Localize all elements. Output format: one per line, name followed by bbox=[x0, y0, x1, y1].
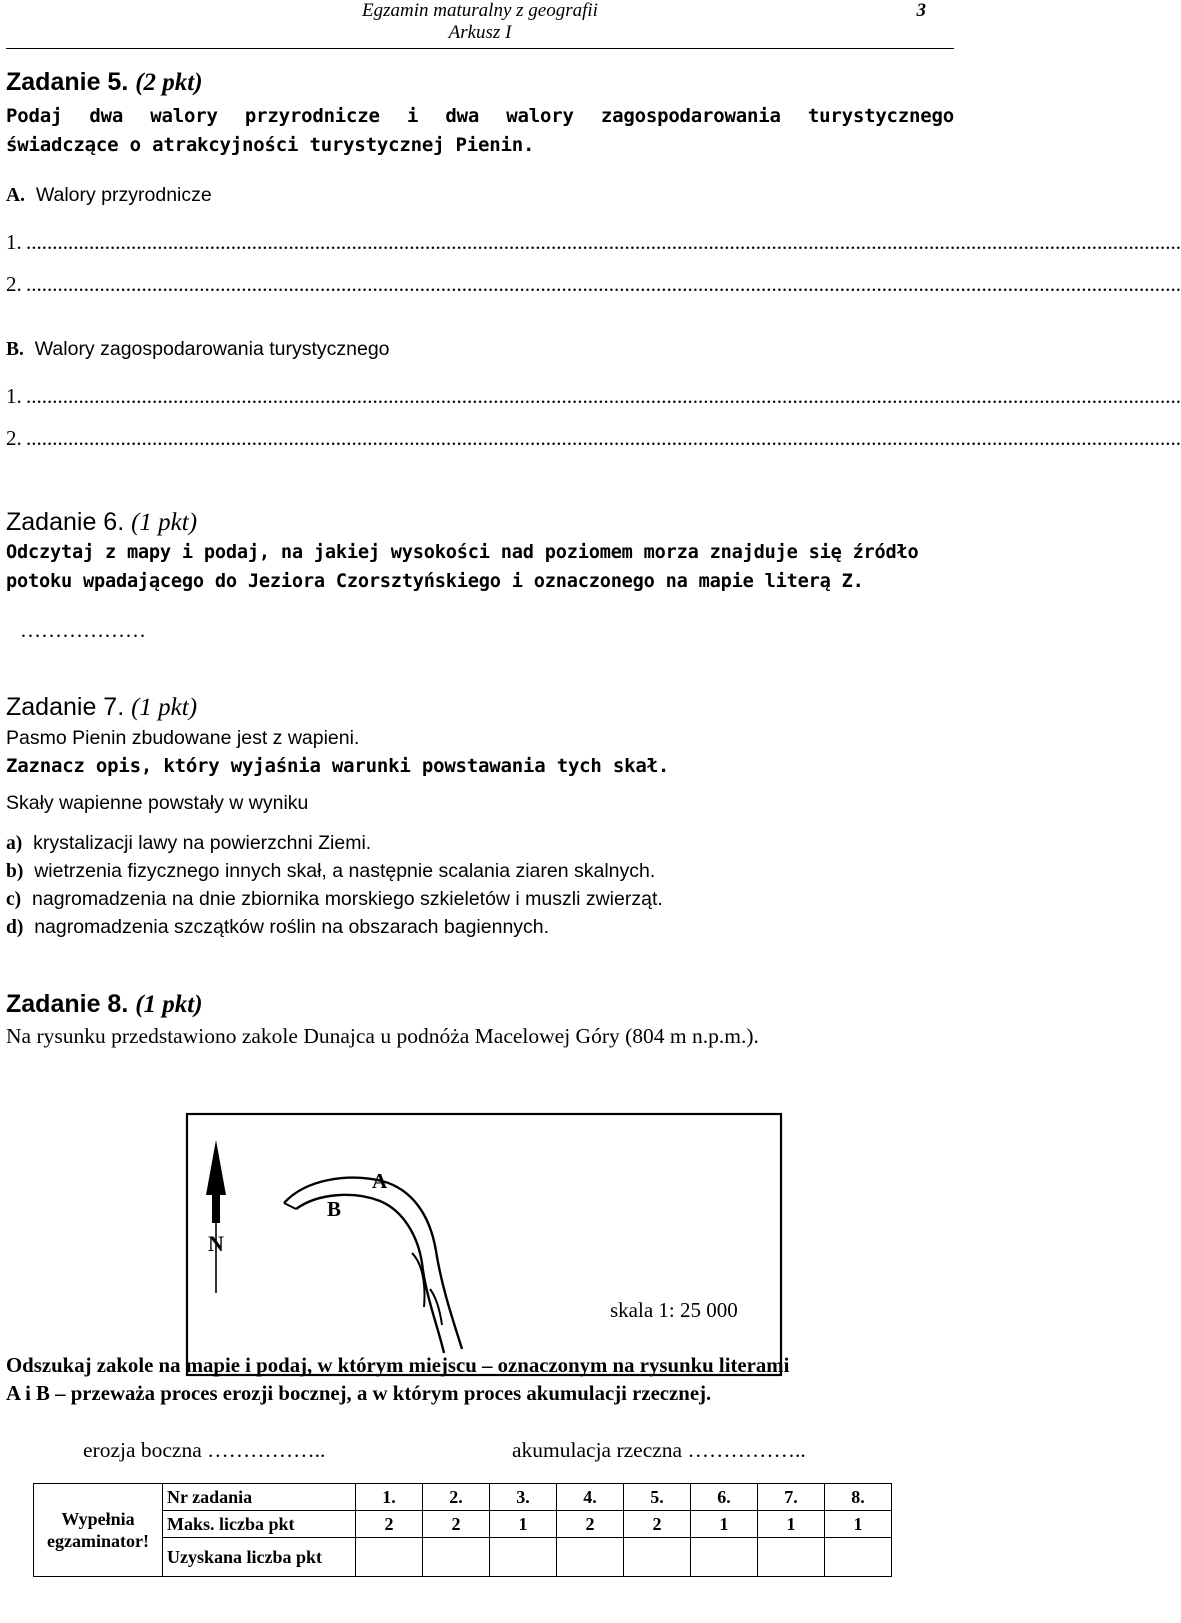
task-number: 5. bbox=[624, 1484, 691, 1511]
task5-b-line1-answer[interactable]: ............................................................................................................................................................................................................................ bbox=[26, 384, 1181, 408]
exam-title: Egzamin maturalny z geografii bbox=[362, 0, 598, 21]
task5-points: (2 pkt) bbox=[135, 69, 203, 96]
task-number: 1. bbox=[356, 1484, 423, 1511]
task5-a-line1-number: 1. bbox=[6, 230, 22, 254]
filled-by-line2: egzaminator! bbox=[47, 1531, 149, 1551]
task-number: 3. bbox=[490, 1484, 557, 1511]
task5-title-text: Zadanie 5. bbox=[6, 68, 129, 96]
obtained-points-cell[interactable] bbox=[691, 1538, 758, 1577]
option-text: krystalizacji lawy na powierzchni Ziemi. bbox=[33, 832, 372, 854]
task-number: 8. bbox=[825, 1484, 892, 1511]
task6-title bbox=[6, 508, 197, 537]
max-points: 2 bbox=[557, 1511, 624, 1538]
option-key: b) bbox=[6, 861, 24, 882]
task5-b-line2-answer[interactable]: ............................................................................................................................................................................................................................ bbox=[26, 426, 1181, 450]
option-text: nagromadzenia szczątków roślin na obszarach bagiennych. bbox=[34, 916, 550, 938]
task5-a-line2-answer[interactable]: ............................................................................................................................................................................................................................ bbox=[26, 272, 1181, 296]
task8-points: (1 pkt) bbox=[135, 991, 203, 1018]
task5-b-marker: B. bbox=[6, 339, 24, 360]
task5-b-label: Walory zagospodarowania turystycznego bbox=[34, 338, 390, 360]
task7-points: (1 pkt) bbox=[131, 694, 198, 721]
task7-option-c[interactable] bbox=[6, 888, 663, 911]
task5-b-line2-number: 2. bbox=[6, 426, 22, 450]
max-points: 1 bbox=[691, 1511, 758, 1538]
task7-instruction: Zaznacz opis, który wyjaśnia warunki powstawania tych skał. bbox=[6, 755, 670, 777]
task7-title-text: Zadanie 7. bbox=[6, 693, 125, 721]
task5-a-marker: A. bbox=[6, 185, 25, 206]
task-number: 7. bbox=[758, 1484, 825, 1511]
max-points: 1 bbox=[825, 1511, 892, 1538]
task8-instruction-line2: A i B – przeważa proces erozji bocznej, a w którym proces akumulacji rzecznej. bbox=[6, 1382, 712, 1405]
max-points: 2 bbox=[356, 1511, 423, 1538]
task5-a-line1-answer[interactable]: ............................................................................................................................................................................................................................ bbox=[26, 230, 1181, 254]
task6-title-text: Zadanie 6. bbox=[6, 508, 125, 536]
task7-intro: Pasmo Pienin zbudowane jest z wapieni. bbox=[6, 727, 360, 749]
figure-frame bbox=[187, 1114, 781, 1375]
filled-by-line1: Wypełnia bbox=[61, 1509, 135, 1529]
river-bend-figure bbox=[186, 1113, 782, 1376]
label-b: B bbox=[327, 1197, 342, 1221]
task7-stem: Skały wapienne powstały w wyniku bbox=[6, 792, 309, 814]
answer-erosion[interactable]: erozja boczna …………….. bbox=[83, 1438, 326, 1462]
north-label: N bbox=[208, 1231, 224, 1256]
option-text: wietrzenia fizycznego innych skał, a następnie scalania ziaren skalnych. bbox=[34, 860, 656, 882]
task8-instruction-line1: Odszukaj zakole na mapie i podaj, w którym miejscu – oznaczonym na rysunku literami bbox=[6, 1354, 790, 1377]
task7-title bbox=[6, 693, 197, 722]
obtained-points-cell[interactable] bbox=[557, 1538, 624, 1577]
task6-instruction-line1: Odczytaj z mapy i podaj, na jakiej wysokości nad poziomem morza znajduje się źródło bbox=[6, 542, 919, 563]
obtained-points-cell[interactable] bbox=[624, 1538, 691, 1577]
task6-points: (1 pkt) bbox=[131, 509, 198, 536]
sheet-label: Arkusz I bbox=[448, 22, 512, 43]
row-label-obtained: Uzyskana liczba pkt bbox=[163, 1538, 356, 1577]
task8-title bbox=[6, 990, 203, 1019]
task5-b-line1-number: 1. bbox=[6, 384, 22, 408]
obtained-points-cell[interactable] bbox=[490, 1538, 557, 1577]
option-key: c) bbox=[6, 889, 22, 910]
task7-option-d[interactable] bbox=[6, 916, 549, 939]
task-number: 2. bbox=[423, 1484, 490, 1511]
option-text: nagromadzenia na dnie zbiornika morskiego szkieletów i muszli zwierząt. bbox=[32, 888, 663, 910]
option-key: a) bbox=[6, 833, 23, 854]
header-rule bbox=[6, 48, 954, 49]
task5-instruction-line2: świadczące o atrakcyjności turystycznej Pienin. bbox=[6, 134, 535, 156]
task6-instruction-line2: potoku wpadającego do Jeziora Czorsztyńskiego i oznaczonego na mapie literą Z. bbox=[6, 571, 864, 592]
max-points: 1 bbox=[758, 1511, 825, 1538]
filled-by-examiner bbox=[34, 1484, 163, 1577]
task5-title bbox=[6, 68, 203, 97]
task7-option-a[interactable] bbox=[6, 832, 371, 855]
task5-part-a bbox=[6, 184, 212, 207]
max-points: 1 bbox=[490, 1511, 557, 1538]
row-label-max: Maks. liczba pkt bbox=[163, 1511, 356, 1538]
task-number: 6. bbox=[691, 1484, 758, 1511]
max-points: 2 bbox=[624, 1511, 691, 1538]
option-key: d) bbox=[6, 917, 24, 938]
task5-a-label: Walory przyrodnicze bbox=[35, 184, 212, 206]
row-label-task: Nr zadania bbox=[163, 1484, 356, 1511]
score-table bbox=[33, 1483, 892, 1577]
task5-part-b bbox=[6, 338, 390, 361]
task5-a-line2-number: 2. bbox=[6, 272, 22, 296]
answer-accumulation[interactable]: akumulacja rzeczna …………….. bbox=[512, 1438, 806, 1462]
max-points: 2 bbox=[423, 1511, 490, 1538]
page-number: 3 bbox=[916, 0, 926, 21]
task8-intro: Na rysunku przedstawiono zakole Dunajca u podnóża Macelowej Góry (804 m n.p.m.). bbox=[6, 1024, 759, 1048]
figure-scale: skala 1: 25 000 bbox=[610, 1298, 738, 1322]
task5-instruction-line1: Podaj dwa walory przyrodnicze i dwa walory zagospodarowania turystycznego bbox=[6, 105, 954, 127]
task8-title-text: Zadanie 8. bbox=[6, 990, 129, 1018]
label-a: A bbox=[372, 1169, 388, 1193]
obtained-points-cell[interactable] bbox=[758, 1538, 825, 1577]
obtained-points-cell[interactable] bbox=[825, 1538, 892, 1577]
obtained-points-cell[interactable] bbox=[356, 1538, 423, 1577]
task-number: 4. bbox=[557, 1484, 624, 1511]
task7-option-b[interactable] bbox=[6, 860, 655, 883]
obtained-points-cell[interactable] bbox=[423, 1538, 490, 1577]
task6-answer[interactable]: ……………… bbox=[20, 618, 146, 642]
